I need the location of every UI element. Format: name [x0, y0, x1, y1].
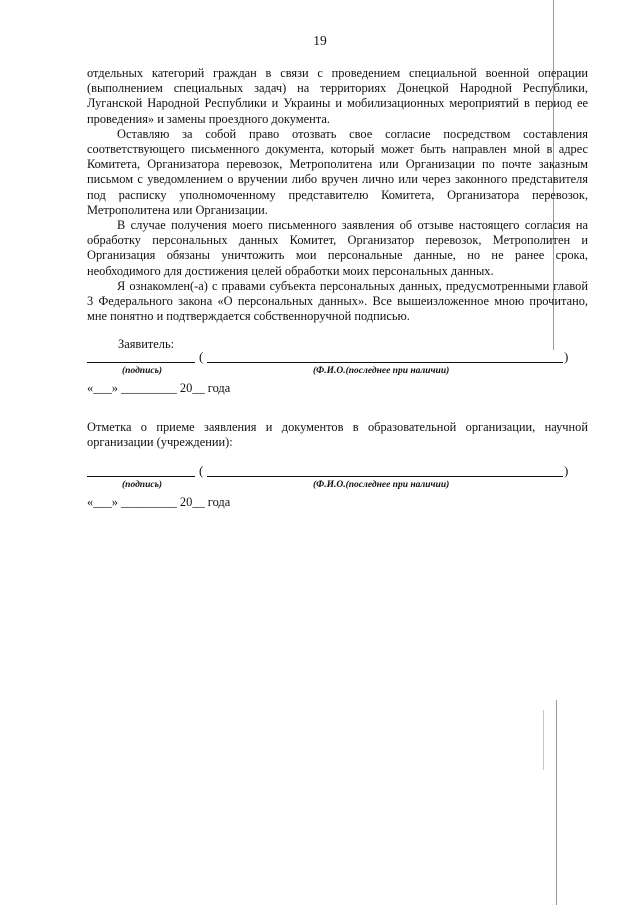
- paren-close: ): [564, 463, 569, 478]
- consent-body: [87, 66, 588, 324]
- full-name-caption: (Ф.И.О.(последнее при наличии): [313, 480, 450, 490]
- applicant-signature-block: [87, 349, 588, 399]
- page-number: 19: [313, 33, 327, 48]
- signature-field[interactable]: [87, 362, 195, 363]
- scan-artifact-line: [543, 710, 544, 770]
- date-field[interactable]: «___» _________ 20__ года: [87, 381, 231, 395]
- full-name-field[interactable]: [207, 476, 563, 477]
- signature-caption: (подпись): [122, 366, 163, 376]
- paren-close: ): [564, 349, 569, 364]
- date-field[interactable]: «___» _________ 20__ года: [87, 495, 231, 509]
- paragraph: В случае получения моего письменного заявления об отзыве настоящего согласия на обработку персональных данных Комитет, Организатор перевозок, Метрополитен и Организация обязаны уничтожить мои персональные данные, но не ранее срока, необходимого для достижения целей обработки моих персональных данных.: [87, 218, 588, 278]
- paragraph: Я ознакомлен(-а) с правами субъекта персональных данных, предусмотренными главой 3 Федерального закона «О персональных данных». Все вышеизложенное мною прочитано, мне понятно и подтверждается собственноручной подписью.: [87, 278, 588, 324]
- signature-caption: (подпись): [122, 480, 163, 490]
- signature-field[interactable]: [87, 476, 195, 477]
- paragraph: Оставляю за собой право отозвать свое согласие посредством составления соответствующего письменного документа, который может быть направлен мной в адрес Комитета, Организатора перевозок, Метрополитена или Организации по почте заказным письмом с уведомлением о вручении либо вручен лично или через законного представителя под расписку уполномоченному представителю Комитета, Организатора перевозок, Метрополитена или Организации.: [87, 126, 588, 217]
- paragraph: отдельных категорий граждан в связи с проведением специальной военной операции (выполнением специальных задач) на территориях Донецкой Народной Республики, Луганской Народной Республики и Украины и мобилизационных мероприятий в период ее проведения» и замены проездного документа.: [87, 66, 588, 126]
- paren-open: (: [199, 463, 204, 478]
- acceptance-notice: Отметка о приеме заявления и документов в образовательной организации, научной организации (учреждении):: [87, 420, 588, 450]
- full-name-field[interactable]: [207, 362, 563, 363]
- applicant-label: Заявитель:: [118, 337, 175, 351]
- acceptance-signature-block: [87, 463, 588, 513]
- full-name-caption: (Ф.И.О.(последнее при наличии): [313, 366, 450, 376]
- paren-open: (: [199, 349, 204, 364]
- scan-artifact-line: [556, 700, 557, 905]
